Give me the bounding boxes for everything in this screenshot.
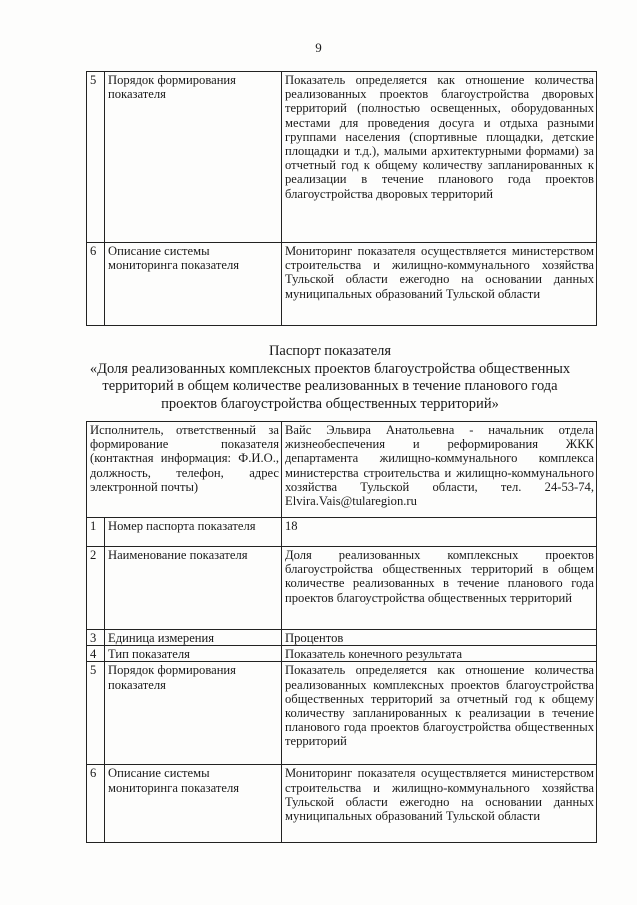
table-row bbox=[87, 72, 597, 243]
row-value: Показатель определяется как отношение количества реализованных комплексных проектов благоустройства общественных территорий за отчетный год к общему количеству запланированных к реализации в течение планового года проектов благоустройства общественных территорий bbox=[282, 662, 597, 765]
row-value: Процентов bbox=[282, 630, 597, 646]
table-row bbox=[87, 547, 597, 630]
executor-row bbox=[87, 422, 597, 518]
row-label: Порядок формирования показателя bbox=[105, 72, 282, 243]
row-value: 18 bbox=[282, 518, 597, 547]
page-number: 9 bbox=[315, 40, 322, 55]
table-row bbox=[87, 243, 597, 326]
executor-label: Исполнитель, ответственный за формирование показателя (контактная информация: Ф.И.О., должность, телефон, адрес электронной почты) bbox=[87, 422, 282, 518]
row-value: Показатель конечного результата bbox=[282, 646, 597, 662]
table-row bbox=[87, 646, 597, 662]
row-value: Мониторинг показателя осуществляется министерством строительства и жилищно-коммунального хозяйства Тульской области ежегодно на основании данных муниципальных образований Тульской области bbox=[282, 765, 597, 843]
table-row bbox=[87, 662, 597, 765]
passport-title-line: территорий в общем количестве реализованных в течение планового года bbox=[102, 378, 558, 394]
indicator-passport-table bbox=[86, 421, 597, 843]
passport-title-line: проектов благоустройства общественных территорий» bbox=[161, 395, 499, 412]
row-value: Мониторинг показателя осуществляется министерством строительства и жилищно-коммунального хозяйства Тульской области ежегодно на основании данных муниципальных образований Тульской области bbox=[282, 243, 597, 326]
row-number: 2 bbox=[87, 547, 105, 630]
table-row bbox=[87, 630, 597, 646]
row-label: Описание системы мониторинга показателя bbox=[105, 243, 282, 326]
executor-value: Вайс Эльвира Анатольевна - начальник отдела жизнеобеспечения и реформирования ЖКК департамента жилищно-коммунального комплекса министерства строительства и жилищно-коммунального хозяйства Тульской области, тел. 24-53-74, Elvira.Vais@tularegion.ru bbox=[282, 422, 597, 518]
row-number: 5 bbox=[87, 662, 105, 765]
table-row bbox=[87, 518, 597, 547]
row-value: Доля реализованных комплексных проектов благоустройства общественных территорий в общем количестве реализованных в течение планового года проектов благоустройства общественных территорий bbox=[282, 547, 597, 630]
passport-title-line: «Доля реализованных комплексных проектов благоустройства общественных bbox=[89, 360, 571, 377]
passport-title bbox=[60, 343, 600, 413]
row-label: Единица измерения bbox=[105, 630, 282, 646]
indicator-table-continued bbox=[86, 71, 597, 326]
row-label: Порядок формирования показателя bbox=[105, 662, 282, 765]
row-number: 3 bbox=[87, 630, 105, 646]
row-number: 6 bbox=[87, 243, 105, 326]
row-number: 4 bbox=[87, 646, 105, 662]
row-value: Показатель определяется как отношение количества реализованных проектов благоустройства дворовых территорий (полностью освещенных, оборудованных местами для проведения досуга и отдыха разными группами населения (спортивные площадки, детские площадки и т.д.), малыми архитектурными формами) за отчетный год к общему количеству запланированных к реализации в течение планового года проектов благоустройства дворовых территорий bbox=[282, 72, 597, 243]
row-label: Тип показателя bbox=[105, 646, 282, 662]
row-number: 5 bbox=[87, 72, 105, 243]
row-number: 1 bbox=[87, 518, 105, 547]
passport-heading: Паспорт показателя bbox=[268, 343, 392, 359]
row-label: Описание системы мониторинга показателя bbox=[105, 765, 282, 843]
row-label: Номер паспорта показателя bbox=[105, 518, 282, 547]
table-row bbox=[87, 765, 597, 843]
row-label: Наименование показателя bbox=[105, 547, 282, 630]
row-number: 6 bbox=[87, 765, 105, 843]
